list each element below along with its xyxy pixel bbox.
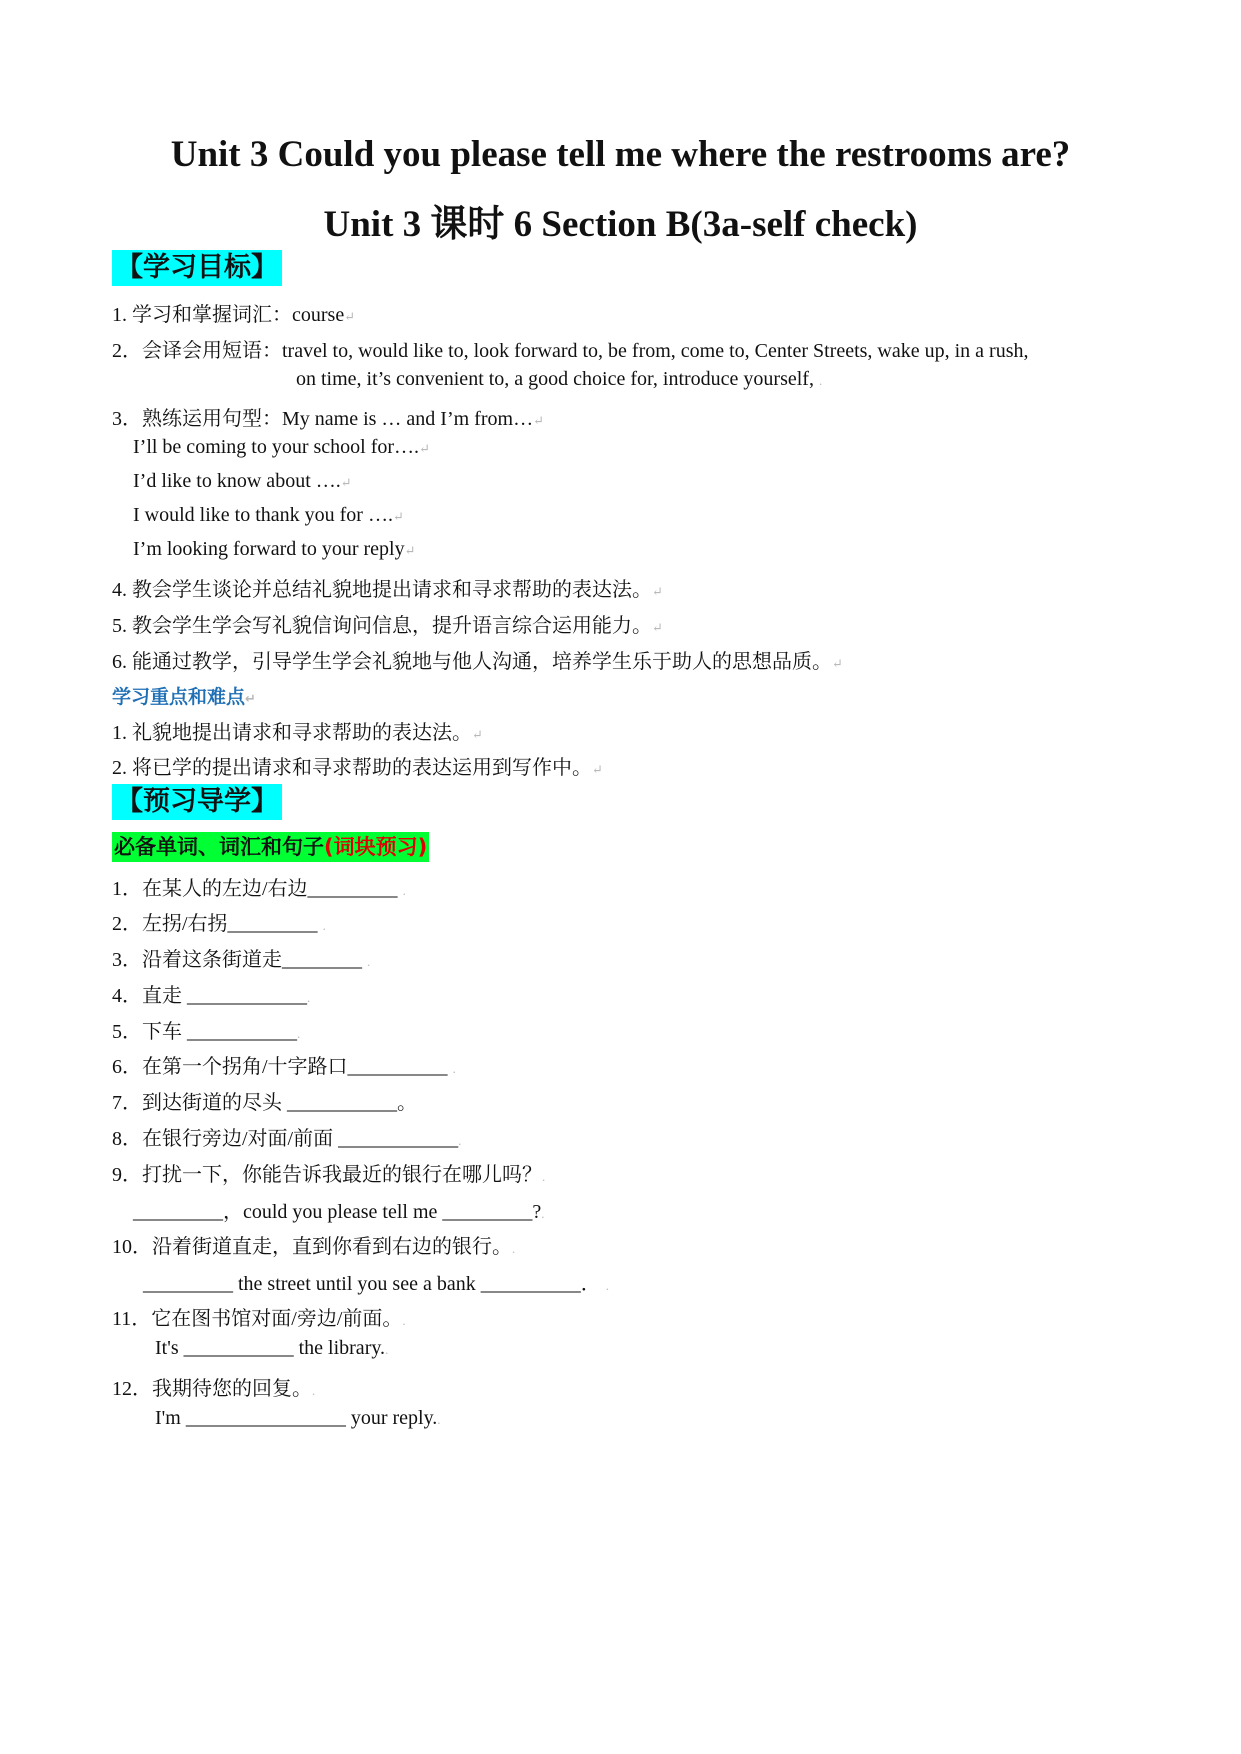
exercise-answer-line: It's ___________ the library.. xyxy=(155,1337,389,1359)
document-subtitle: Unit 3 课时 6 Section B(3a-self check) xyxy=(323,204,918,245)
exercise-item: 12．我期待您的回复。. xyxy=(112,1378,316,1400)
exercise-item: 9．打扰一下，你能告诉我最近的银行在哪儿吗？. xyxy=(112,1164,546,1186)
exercise-answer-line: _________ the street until you see a bank __________． . xyxy=(143,1273,609,1295)
sentence-pattern: I’m looking forward to your reply↵ xyxy=(133,538,416,560)
sentence-pattern: I’ll be coming to your school for….↵ xyxy=(133,436,430,458)
key-point-item: 1. 礼貌地提出请求和寻求帮助的表达法。↵ xyxy=(112,722,483,744)
exercise-item: 2．左拐/右拐_________ . xyxy=(112,913,326,935)
exercise-item: 6．在第一个拐角/十字路口__________ . xyxy=(112,1056,456,1078)
exercise-item: 8．在银行旁边/对面/前面 ____________. xyxy=(112,1128,462,1150)
key-points-heading: 学习重点和难点↵ xyxy=(112,686,256,708)
goal-item-continued: on time, it’s convenient to, a good choice for, introduce yourself, . xyxy=(296,368,823,390)
sentence-pattern: I would like to thank you for ….↵ xyxy=(133,504,404,526)
goal-item: 1. 学习和掌握词汇：course↵ xyxy=(112,304,356,326)
exercise-answer-line: _________，could you please tell me _________?. xyxy=(133,1201,545,1223)
exercise-answer-line: I'm ________________ your reply.. xyxy=(155,1407,441,1429)
key-point-item: 2. 将已学的提出请求和寻求帮助的表达运用到写作中。↵ xyxy=(112,757,603,779)
goal-item: 4. 教会学生谈论并总结礼貌地提出请求和寻求帮助的表达法。↵ xyxy=(112,579,663,601)
learning-goals-heading: 【学习目标】 xyxy=(112,250,282,286)
exercise-item: 11．它在图书馆对面/旁边/前面。. xyxy=(112,1308,406,1330)
exercise-item: 7．到达街道的尽头 ___________。 xyxy=(112,1092,417,1114)
goal-item: 5. 教会学生学会写礼貌信询问信息，提升语言综合运用能力。↵ xyxy=(112,615,663,637)
preview-study-heading: 【预习导学】 xyxy=(112,784,282,820)
exercise-item: 10．沿着街道直走，直到你看到右边的银行。. xyxy=(112,1236,516,1258)
exercise-item: 5．下车 ___________. xyxy=(112,1021,301,1043)
sentence-pattern: I’d like to know about ….↵ xyxy=(133,470,352,492)
exercise-item: 3．沿着这条街道走________ . xyxy=(112,949,371,971)
goal-item: 6. 能通过教学，引导学生学会礼貌地与他人沟通，培养学生乐于助人的思想品质。↵ xyxy=(112,651,843,673)
document-title: Unit 3 Could you please tell me where the restrooms are? xyxy=(170,134,1071,175)
exercise-item: 4．直走 ____________. xyxy=(112,985,311,1007)
goal-item: 2．会译会用短语：travel to, would like to, look forward to, be from, come to, Center Streets, wake up, in a rush, xyxy=(112,340,1029,362)
goal-item: 3．熟练运用句型：My name is … and I’m from…↵ xyxy=(112,408,544,430)
vocabulary-preview-heading: 必备单词、词汇和句子(词块预习) xyxy=(112,832,429,862)
exercise-item: 1．在某人的左边/右边_________ . xyxy=(112,878,406,900)
